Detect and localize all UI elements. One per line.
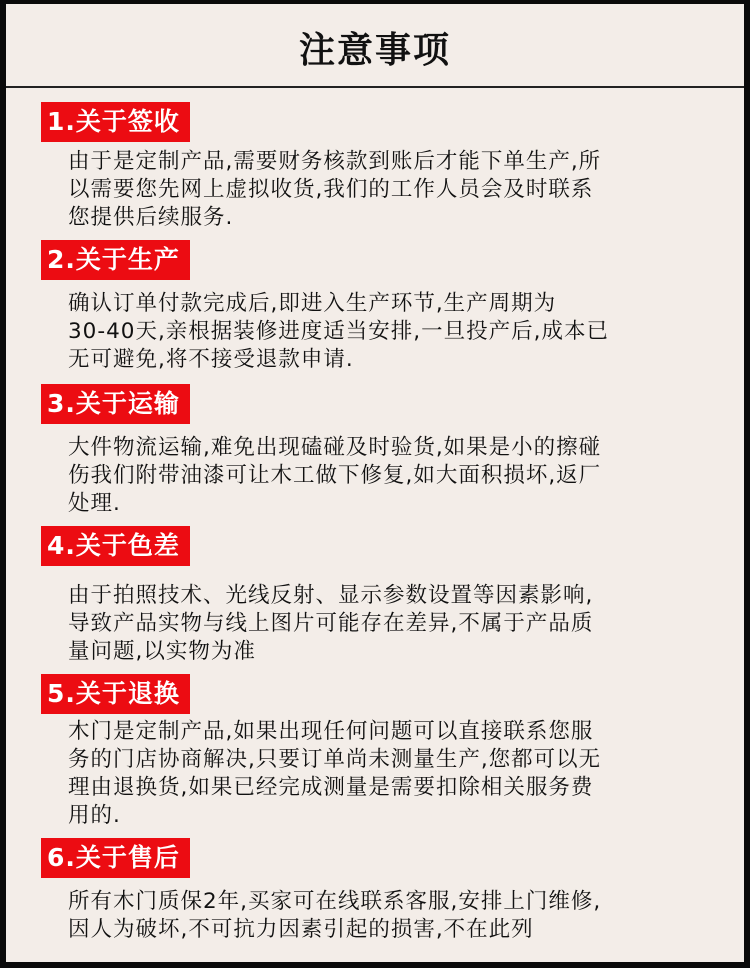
section-heading-signing: 1.关于签收 bbox=[41, 102, 190, 142]
body-line: 伤我们附带油漆可让木工做下修复,如大面积损坏,返厂 bbox=[68, 463, 602, 488]
page-title: 注意事项 bbox=[298, 30, 451, 71]
section-heading-returns: 5.关于退换 bbox=[41, 674, 190, 714]
body-line: 务的门店协商解决,只要订单尚未测量生产,您都可以无 bbox=[68, 747, 602, 772]
section-heading-color-difference: 4.关于色差 bbox=[41, 526, 190, 566]
body-line: 无可避免,将不接受退款申请. bbox=[68, 347, 354, 372]
body-line: 由于是定制产品,需要财务核款到账后才能下单生产,所 bbox=[68, 149, 602, 174]
body-line: 理由退换货,如果已经完成测量是需要扣除相关服务费 bbox=[68, 775, 594, 800]
section-body-color-difference bbox=[68, 582, 708, 666]
body-line: 处理. bbox=[68, 491, 121, 516]
section-body-after-sales bbox=[68, 888, 708, 944]
body-line: 量问题,以实物为准 bbox=[68, 639, 256, 664]
section-body-signing bbox=[68, 148, 708, 232]
body-line: 以需要您先网上虚拟收货,我们的工作人员会及时联系 bbox=[68, 177, 594, 202]
section-body-returns bbox=[68, 718, 708, 830]
body-line: 确认订单付款完成后,即进入生产环节,生产周期为 bbox=[68, 291, 557, 316]
body-line: 因人为破坏,不可抗力因素引起的损害,不在此列 bbox=[68, 917, 534, 942]
notice-card bbox=[6, 4, 744, 962]
body-line: 30-40天,亲根据装修进度适当安排,一旦投产后,成本已 bbox=[68, 319, 609, 344]
body-line: 大件物流运输,难免出现磕碰及时验货,如果是小的擦碰 bbox=[68, 435, 602, 460]
body-line: 您提供后续服务. bbox=[68, 205, 234, 230]
section-heading-shipping: 3.关于运输 bbox=[41, 384, 190, 424]
section-body-shipping bbox=[68, 434, 708, 518]
section-heading-after-sales: 6.关于售后 bbox=[41, 838, 190, 878]
section-body-production bbox=[68, 290, 708, 374]
body-line: 木门是定制产品,如果出现任何问题可以直接联系您服 bbox=[68, 719, 594, 744]
body-line: 导致产品实物与线上图片可能存在差异,不属于产品质 bbox=[68, 611, 594, 636]
title-divider bbox=[6, 86, 744, 88]
body-line: 用的. bbox=[68, 803, 121, 828]
section-heading-production: 2.关于生产 bbox=[41, 240, 190, 280]
body-line: 由于拍照技术、光线反射、显示参数设置等因素影响, bbox=[68, 583, 594, 608]
body-line: 所有木门质保2年,买家可在线联系客服,安排上门维修, bbox=[68, 889, 602, 914]
